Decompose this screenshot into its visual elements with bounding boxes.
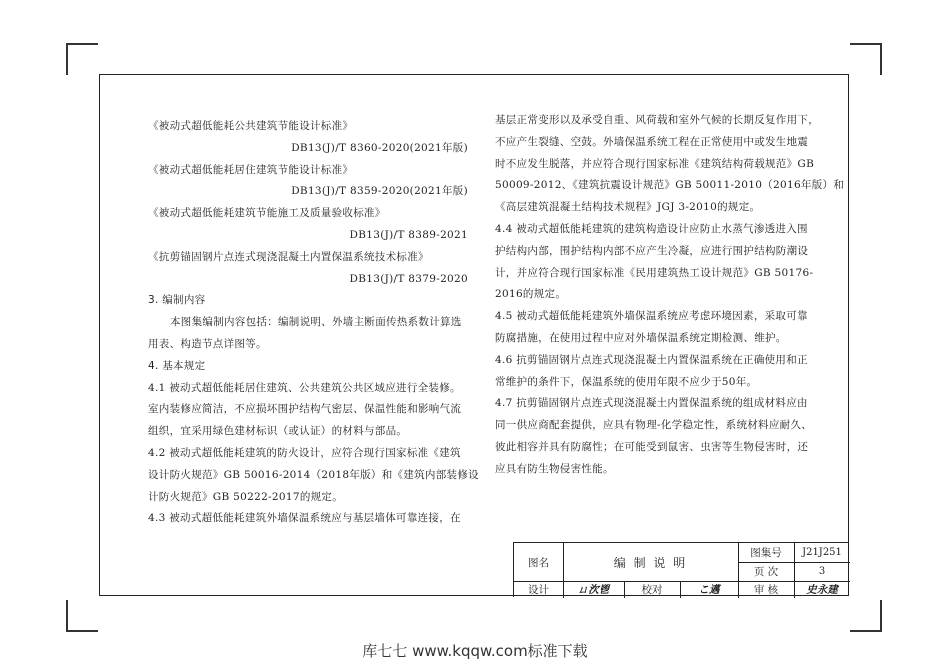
section-heading: 4. 基本规定 <box>148 359 206 372</box>
text-line: 时不应发生脱落，并应符合现行国家标准《建筑结构荷载规范》GB <box>495 157 815 170</box>
title-block <box>513 542 849 597</box>
text-line: 4.1 被动式超低能耗居住建筑、公共建筑公共区域应进行全装修。 <box>148 381 461 394</box>
text-line: 护结构内部，围护结构内部不应产生冷凝，应进行围护结构防潮设 <box>495 244 809 257</box>
review-label: 审 核 <box>753 584 779 596</box>
text-line: 计，并应符合现行国家标准《民用建筑热工设计规范》GB 50176- <box>495 266 814 279</box>
text-line: 防腐措施，在使用过程中应对外墙保温系统定期检测、维护。 <box>495 331 787 344</box>
text-line: 用表、构造节点详图等。 <box>148 337 267 350</box>
atlas-number-label: 图集号 <box>750 547 782 559</box>
check-label: 校对 <box>641 584 663 596</box>
right-text-column <box>495 110 845 481</box>
text-line: 《高层建筑混凝土结构技术规程》JGJ 3-2010的规定。 <box>495 201 761 214</box>
text-line: 同一供应商配套提供，应具有物理-化学稳定性，系统材料应耐久、 <box>495 419 813 432</box>
drawing-title: 编 制 说 明 <box>613 555 688 570</box>
crop-mark-bottom-left <box>66 600 98 632</box>
text-line: 50009-2012、《建筑抗震设计规范》GB 50011-2010（2016年版）和 <box>495 179 845 192</box>
title-block-name-label: 图名 <box>528 556 549 569</box>
section-heading: 3. 编制内容 <box>148 294 206 307</box>
text-line: 应具有防生物侵害性能。 <box>495 462 614 475</box>
text-line: 组织，宜采用绿色建材标识（或认证）的材料与部品。 <box>148 425 408 438</box>
text-line: DB13(J)/T 8389-2021 <box>349 228 468 241</box>
text-line: 基层正常变形以及承受自重、风荷载和室外气候的长期反复作用下， <box>495 114 819 126</box>
page-number: 3 <box>818 566 826 577</box>
text-line: 设计防火规范》GB 50016-2014（2018年版）和《建筑内部装修设 <box>148 468 479 481</box>
text-line: 4.4 被动式超低能耗建筑的建筑构造设计应防止水蒸气渗透进入围 <box>495 222 808 235</box>
text-line: 4.6 抗剪锚固钢片点连式现浇混凝土内置保温系统在正确使用和正 <box>495 353 808 366</box>
crop-mark-top-left <box>66 43 98 75</box>
text-line: 常维护的条件下，保温系统的使用年限不应少于50年。 <box>495 375 758 388</box>
text-line: DB13(J)/T 8359-2020(2021年版) <box>291 185 468 198</box>
text-line: DB13(J)/T 8379-2020 <box>349 272 468 285</box>
text-line: 4.3 被动式超低能耗建筑外墙保温系统应与基层墙体可靠连接，在 <box>148 512 461 525</box>
crop-mark-top-right <box>850 43 882 75</box>
review-signature: 史永建 <box>806 584 838 596</box>
text-line: 彼此相容并具有防腐性；在可能受到鼠害、虫害等生物侵害时，还 <box>495 440 809 453</box>
page-number-label: 页 次 <box>753 566 779 578</box>
atlas-number: J21J251 <box>802 547 842 558</box>
footer-watermark: 库七七 www.kqqw.com标准下载 <box>362 642 588 660</box>
text-line: 不应产生裂缝、空鼓。外墙保温系统工程在正常使用中或发生地震 <box>495 135 809 148</box>
text-line: 2016的规定。 <box>495 288 567 301</box>
text-line: 4.5 被动式超低能耗建筑外墙保温系统应考虑环境因素，采取可靠 <box>495 310 808 323</box>
text-line: 《被动式超低能耗居住建筑节能设计标准》 <box>148 163 354 176</box>
text-line: 《被动式超低能耗建筑节能施工及质量验收标准》 <box>148 207 386 220</box>
left-text-column <box>148 116 479 530</box>
text-line: 《抗剪锚固钢片点连式现浇混凝土内置保温系统技术标准》 <box>148 250 429 263</box>
text-line: 4.2 被动式超低能耗建筑的防火设计，应符合现行国家标准《建筑 <box>148 446 461 459</box>
text-line: 4.7 抗剪锚固钢片点连式现浇混凝土内置保温系统的组成材料应由 <box>495 397 808 410</box>
text-line: 《被动式超低能耗公共建筑节能设计标准》 <box>148 120 354 132</box>
crop-mark-bottom-right <box>850 600 882 632</box>
text-line: DB13(J)/T 8360-2020(2021年版) <box>291 141 468 154</box>
design-signature: ㄩ㳄鬯 <box>577 584 610 596</box>
text-line: 本图集编制内容包括：编制说明、外墙主断面传热系数计算选 <box>170 316 462 329</box>
text-line: 计防火规范》GB 50222-2017的规定。 <box>148 490 344 503</box>
text-line: 室内装修应简洁，不应损坏围护结构气密层、保温性能和影响气流 <box>148 403 462 416</box>
design-label: 设计 <box>528 584 549 596</box>
check-signature: こ邁 <box>698 584 720 596</box>
